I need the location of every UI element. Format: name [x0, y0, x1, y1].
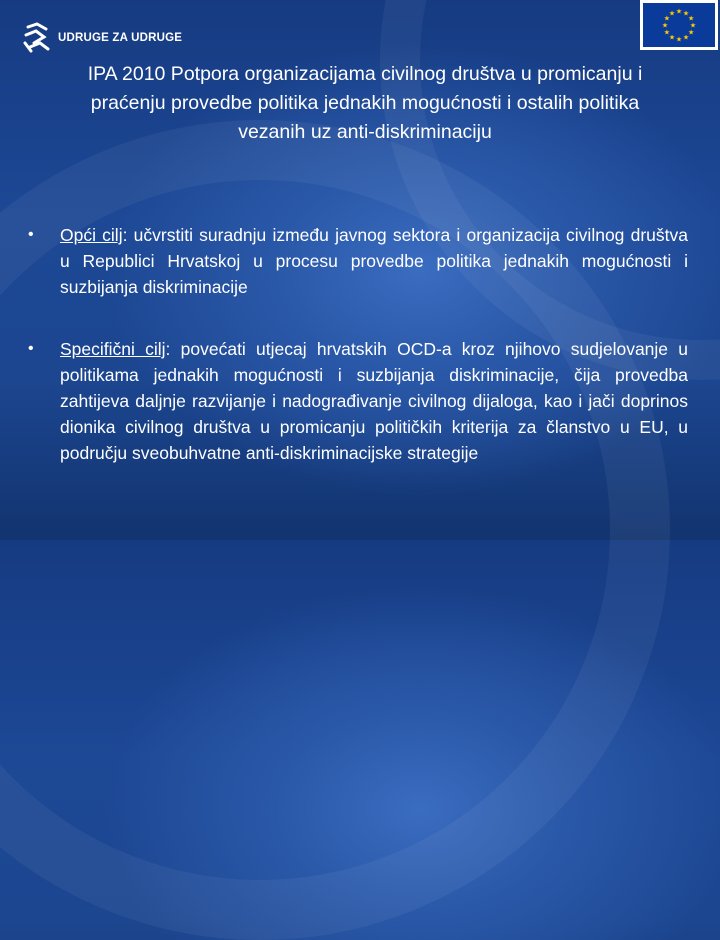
bullet-label: Specifični cilj — [60, 339, 166, 359]
ured-logo-icon — [22, 21, 52, 55]
eu-star-icon: ★ — [661, 22, 669, 30]
bullet-dot-icon: • — [28, 226, 34, 243]
bullet-text: : učvrstiti suradnju između javnog sektora i organizacija civilnog društva u Republici Hrvatskoj u procesu provedbe politika jednakih mogućnosti i suzbijanja diskriminacije — [60, 225, 688, 297]
eu-star-icon: ★ — [682, 10, 690, 18]
slide-title: IPA 2010 Potpora organizacijama civilnog društva u promicanju i praćenju provedbe politika jednakih mogućnosti i ostalih politika vezanih uz anti-diskriminaciju — [87, 63, 643, 143]
eu-star-icon: ★ — [668, 34, 676, 42]
eu-star-icon: ★ — [663, 15, 671, 23]
bullet-general-objective — [28, 222, 688, 300]
bullet-dot-icon: • — [28, 340, 34, 357]
bullet-text: : povećati utjecaj hrvatskih OCD-a kroz njihovo sudjelovanje u politikama jednakih mogućnosti i suzbijanja diskriminacije, čija provedba zahtijeva daljnje razvijanje i nadograđivanje civilnog dijaloga, kao i jači doprinos dionika civilnog društva u promicanju političkih kriterija za članstvo u EU, u području sveobuhvatne anti-diskriminacijske strategije — [60, 339, 688, 463]
bullet-list — [28, 222, 688, 502]
eu-star-icon: ★ — [675, 8, 683, 16]
eu-flag-icon — [640, 0, 718, 50]
eu-star-icon: ★ — [682, 34, 690, 42]
eu-star-icon: ★ — [689, 22, 697, 30]
ured-logo — [22, 20, 182, 56]
eu-star-icon: ★ — [687, 15, 695, 23]
eu-star-icon: ★ — [675, 36, 683, 44]
eu-star-icon: ★ — [663, 29, 671, 37]
bullet-label: Opći cilj — [60, 225, 123, 245]
eu-star-icon: ★ — [668, 10, 676, 18]
logo-text: UDRUGE ZA UDRUGE — [58, 32, 183, 44]
bullet-specific-objective — [28, 336, 688, 466]
eu-star-icon: ★ — [687, 29, 695, 37]
